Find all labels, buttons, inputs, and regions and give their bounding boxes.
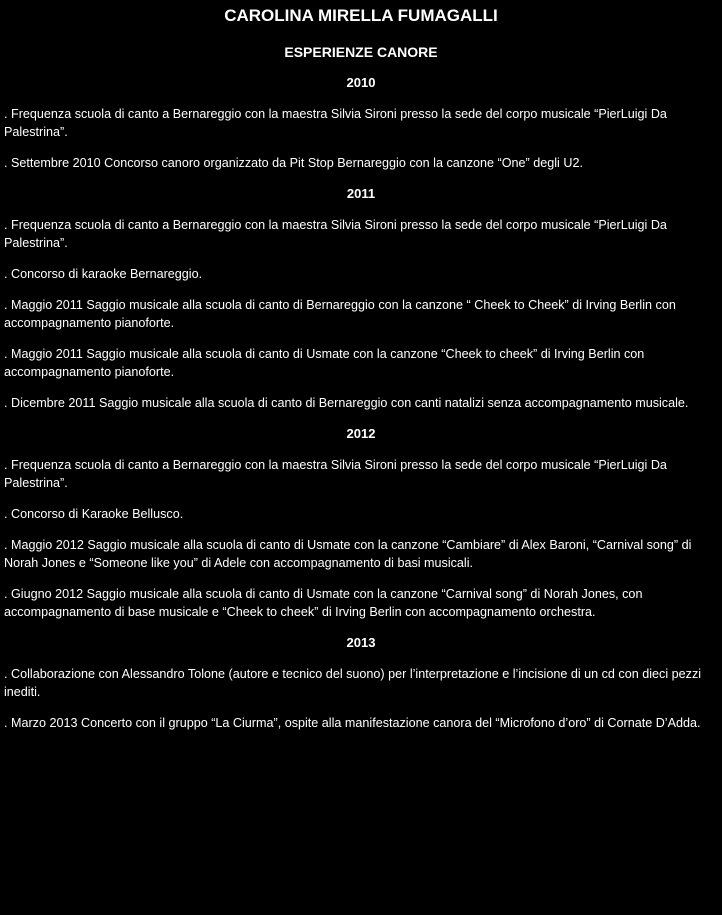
document-subtitle: ESPERIENZE CANORE: [284, 44, 438, 60]
list-item: . Marzo 2013 Concerto con il gruppo “La Ciurma”, ospite alla manifestazione canora del “Microfono d’oro” di Cornate D’Adda.: [4, 716, 701, 730]
list-item: . Maggio 2011 Saggio musicale alla scuola di canto di Usmate con la canzone “Cheek to cheek” di Irving Berlin con accompagnamento pianoforte.: [4, 347, 645, 379]
year-heading: 2010: [346, 75, 376, 90]
list-item: . Maggio 2011 Saggio musicale alla scuola di canto di Bernareggio con la canzone “ Cheek to Cheek” di Irving Berlin con accompagnamento pianoforte.: [4, 298, 676, 330]
section-2013: [4, 634, 718, 732]
year-heading: 2011: [346, 186, 376, 201]
section-2011: [4, 185, 718, 412]
list-item: . Concorso di karaoke Bernareggio.: [4, 267, 203, 281]
year-heading: 2012: [346, 426, 376, 441]
list-item: . Concorso di Karaoke Bellusco.: [4, 507, 184, 521]
section-2012: [4, 425, 718, 621]
year-heading: 2013: [346, 635, 376, 650]
section-2010: [4, 74, 718, 172]
list-item: . Maggio 2012 Saggio musicale alla scuola di canto di Usmate con la canzone “Cambiare” di Alex Baroni, “Carnival song” di Norah Jones e “Someone like you” di Adele con accompagnamento di basi musicali.: [4, 538, 692, 570]
list-item: . Settembre 2010 Concorso canoro organizzato da Pit Stop Bernareggio con la canzone “One” degli U2.: [4, 156, 583, 170]
list-item: . Giugno 2012 Saggio musicale alla scuola di canto di Usmate con la canzone “Carnival song” di Norah Jones, con accompagnamento di base musicale e “Cheek to cheek” di Irving Berlin con accompagnamento orchestra.: [4, 587, 643, 619]
list-item: . Frequenza scuola di canto a Bernareggio con la maestra Silvia Sironi presso la sede del corpo musicale “PierLuigi Da Palestrina”.: [4, 107, 667, 139]
document-title: CAROLINA MIRELLA FUMAGALLI: [224, 6, 498, 25]
list-item: . Frequenza scuola di canto a Bernareggio con la maestra Silvia Sironi presso la sede del corpo musicale “PierLuigi Da Palestrina”.: [4, 218, 667, 250]
list-item: . Dicembre 2011 Saggio musicale alla scuola di canto di Bernareggio con canti natalizi senza accompagnamento musicale.: [4, 396, 689, 410]
list-item: . Collaborazione con Alessandro Tolone (autore e tecnico del suono) per l’interpretazione e l’incisione di un cd con dieci pezzi inediti.: [4, 667, 702, 699]
list-item: . Frequenza scuola di canto a Bernareggio con la maestra Silvia Sironi presso la sede del corpo musicale “PierLuigi Da Palestrina”.: [4, 458, 667, 490]
